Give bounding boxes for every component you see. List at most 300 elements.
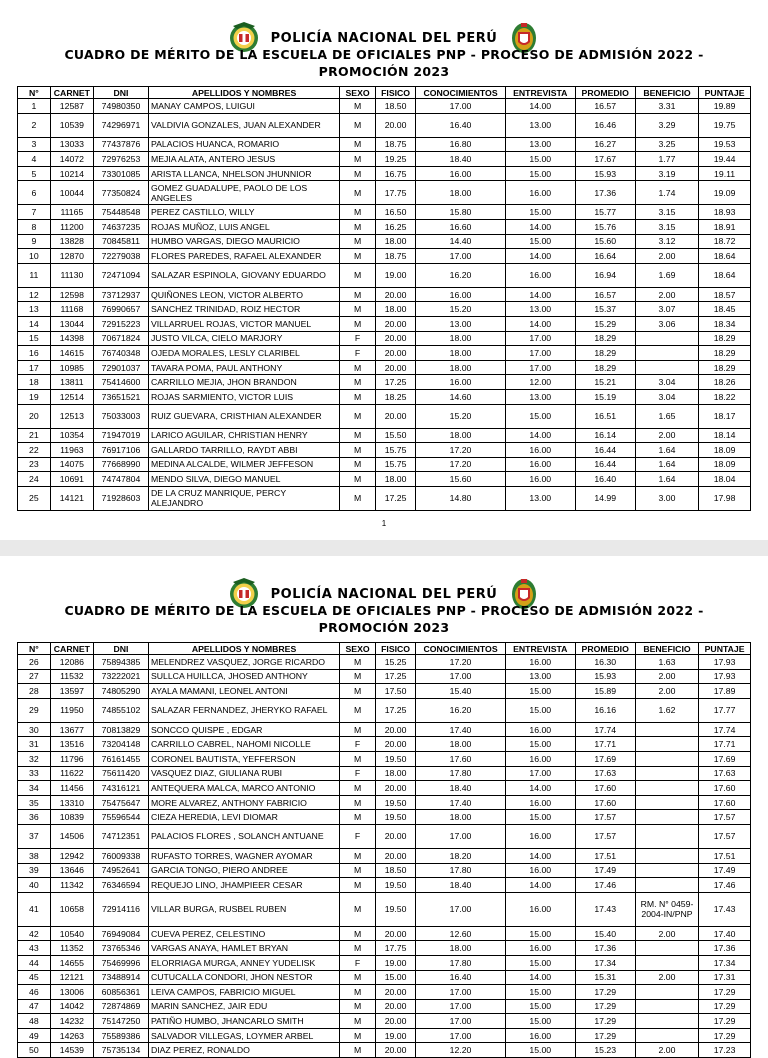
cell-benefit	[635, 737, 698, 752]
cell-physical-score: 17.75	[376, 941, 416, 956]
cell-physical-score: 20.00	[376, 1043, 416, 1058]
table-row	[18, 684, 751, 699]
cell-interview-score: 13.00	[505, 302, 575, 317]
cell-average-score: 18.29	[575, 360, 635, 375]
cell-carnet: 13646	[50, 863, 93, 878]
cell-physical-score: 17.25	[376, 375, 416, 390]
cell-average-score: 17.60	[575, 781, 635, 796]
cell-carnet: 13033	[50, 137, 93, 152]
cell-knowledge-score: 12.20	[416, 1043, 506, 1058]
cell-carnet: 10540	[50, 926, 93, 941]
cell-benefit: 2.00	[635, 684, 698, 699]
cell-row-number: 21	[18, 428, 51, 443]
cell-total-score: 18.09	[699, 443, 751, 458]
cell-sex: M	[340, 985, 376, 1000]
cell-carnet: 14615	[50, 346, 93, 361]
cell-sex: F	[340, 737, 376, 752]
cell-carnet: 10658	[50, 892, 93, 926]
cell-interview-score: 15.00	[505, 166, 575, 181]
cell-row-number: 22	[18, 443, 51, 458]
cell-knowledge-score: 16.40	[416, 113, 506, 137]
cell-carnet: 14506	[50, 824, 93, 848]
cell-full-name: PATIÑO HUMBO, JHANCARLO SMITH	[148, 1014, 339, 1029]
cell-knowledge-score: 17.00	[416, 669, 506, 684]
cell-knowledge-score: 18.00	[416, 428, 506, 443]
column-header-sex: SEXO	[340, 643, 376, 655]
cell-sex: M	[340, 810, 376, 825]
cell-benefit: 2.00	[635, 926, 698, 941]
cell-total-score: 17.36	[699, 941, 751, 956]
cell-carnet: 13310	[50, 795, 93, 810]
cell-knowledge-score: 17.80	[416, 955, 506, 970]
cell-carnet: 11168	[50, 302, 93, 317]
cell-carnet: 13677	[50, 722, 93, 737]
table-row	[18, 848, 751, 863]
cell-row-number: 14	[18, 316, 51, 331]
table-row	[18, 287, 751, 302]
cell-interview-score: 16.00	[505, 443, 575, 458]
cell-carnet: 14072	[50, 152, 93, 167]
cell-benefit: 3.04	[635, 389, 698, 404]
cell-dni: 72279038	[94, 249, 149, 264]
column-header-row-number: N°	[18, 643, 51, 655]
cell-interview-score: 13.00	[505, 669, 575, 684]
cell-carnet: 10691	[50, 472, 93, 487]
cell-total-score: 18.17	[699, 404, 751, 428]
cell-average-score: 16.64	[575, 249, 635, 264]
cell-carnet: 11963	[50, 443, 93, 458]
cell-carnet: 10214	[50, 166, 93, 181]
table-row	[18, 249, 751, 264]
cell-interview-score: 14.00	[505, 428, 575, 443]
table-row	[18, 999, 751, 1014]
table-row	[18, 926, 751, 941]
cell-sex: M	[340, 970, 376, 985]
cell-average-score: 15.37	[575, 302, 635, 317]
column-header-knowledge-score: CONOCIMIENTOS	[416, 643, 506, 655]
cell-average-score: 17.51	[575, 848, 635, 863]
cell-total-score: 17.49	[699, 863, 751, 878]
cell-row-number: 7	[18, 205, 51, 220]
cell-interview-score: 13.00	[505, 113, 575, 137]
cell-sex: M	[340, 389, 376, 404]
cell-dni: 76740348	[94, 346, 149, 361]
cell-sex: M	[340, 1014, 376, 1029]
cell-sex: M	[340, 926, 376, 941]
cell-row-number: 15	[18, 331, 51, 346]
cell-dni: 60856361	[94, 985, 149, 1000]
cell-total-score: 17.98	[699, 486, 751, 510]
cell-carnet: 11342	[50, 878, 93, 893]
cell-sex: M	[340, 234, 376, 249]
cell-knowledge-score: 13.00	[416, 316, 506, 331]
cell-interview-score: 13.00	[505, 137, 575, 152]
cell-physical-score: 19.25	[376, 152, 416, 167]
cell-average-score: 17.43	[575, 892, 635, 926]
cell-physical-score: 18.50	[376, 863, 416, 878]
cell-row-number: 47	[18, 999, 51, 1014]
table-row	[18, 137, 751, 152]
cell-row-number: 1	[18, 99, 51, 114]
cell-average-score: 17.57	[575, 824, 635, 848]
cell-sex: M	[340, 795, 376, 810]
table-row	[18, 669, 751, 684]
cell-benefit: 3.15	[635, 219, 698, 234]
cell-total-score: 17.31	[699, 970, 751, 985]
cell-full-name: MELENDREZ VASQUEZ, JORGE RICARDO	[148, 655, 339, 670]
cell-full-name: SONCCO QUISPE , EDGAR	[148, 722, 339, 737]
cell-total-score: 17.60	[699, 795, 751, 810]
cell-physical-score: 20.00	[376, 360, 416, 375]
cell-dni: 73204148	[94, 737, 149, 752]
cell-total-score: 17.23	[699, 1043, 751, 1058]
cell-sex: M	[340, 302, 376, 317]
cell-interview-score: 15.00	[505, 698, 575, 722]
cell-full-name: MEJIA ALATA, ANTERO JESUS	[148, 152, 339, 167]
cell-row-number: 40	[18, 878, 51, 893]
cell-row-number: 16	[18, 346, 51, 361]
cell-total-score: 18.57	[699, 287, 751, 302]
table-row	[18, 166, 751, 181]
cell-benefit: 1.63	[635, 655, 698, 670]
table-row	[18, 316, 751, 331]
cell-carnet: 13006	[50, 985, 93, 1000]
page-header	[0, 0, 768, 86]
cell-row-number: 4	[18, 152, 51, 167]
cell-row-number: 10	[18, 249, 51, 264]
cell-physical-score: 20.00	[376, 346, 416, 361]
cell-benefit	[635, 795, 698, 810]
cell-physical-score: 20.00	[376, 113, 416, 137]
table-row	[18, 152, 751, 167]
cell-carnet: 10985	[50, 360, 93, 375]
cell-row-number: 3	[18, 137, 51, 152]
cell-row-number: 42	[18, 926, 51, 941]
cell-total-score: 19.44	[699, 152, 751, 167]
cell-sex: M	[340, 443, 376, 458]
column-header-dni: DNI	[94, 643, 149, 655]
cell-row-number: 46	[18, 985, 51, 1000]
cell-dni: 75475647	[94, 795, 149, 810]
cell-interview-score: 16.00	[505, 795, 575, 810]
cell-total-score: 18.64	[699, 263, 751, 287]
column-header-carnet: CARNET	[50, 643, 93, 655]
cell-interview-score: 16.00	[505, 181, 575, 205]
cell-dni: 75596544	[94, 810, 149, 825]
cell-interview-score: 17.00	[505, 331, 575, 346]
cell-knowledge-score: 15.60	[416, 472, 506, 487]
cell-full-name: AYALA MAMANI, LEONEL ANTONI	[148, 684, 339, 699]
table-row	[18, 375, 751, 390]
cell-physical-score: 20.00	[376, 926, 416, 941]
cell-row-number: 31	[18, 737, 51, 752]
cell-knowledge-score: 18.40	[416, 878, 506, 893]
cell-total-score: 18.91	[699, 219, 751, 234]
cell-knowledge-score: 16.60	[416, 219, 506, 234]
cell-carnet: 14398	[50, 331, 93, 346]
cell-physical-score: 15.75	[376, 457, 416, 472]
table-row	[18, 486, 751, 510]
cell-total-score: 18.22	[699, 389, 751, 404]
cell-dni: 74747804	[94, 472, 149, 487]
cell-benefit: 3.15	[635, 205, 698, 220]
cell-interview-score: 14.00	[505, 219, 575, 234]
cell-physical-score: 16.25	[376, 219, 416, 234]
cell-interview-score: 15.00	[505, 985, 575, 1000]
cell-row-number: 17	[18, 360, 51, 375]
cell-interview-score: 13.00	[505, 389, 575, 404]
cell-knowledge-score: 16.80	[416, 137, 506, 152]
cell-benefit	[635, 941, 698, 956]
table-row	[18, 181, 751, 205]
cell-total-score: 18.64	[699, 249, 751, 264]
cell-average-score: 17.36	[575, 181, 635, 205]
cell-average-score: 17.46	[575, 878, 635, 893]
cell-interview-score: 14.00	[505, 249, 575, 264]
cell-row-number: 49	[18, 1028, 51, 1043]
cell-average-score: 16.46	[575, 113, 635, 137]
cell-physical-score: 20.00	[376, 999, 416, 1014]
table-row	[18, 751, 751, 766]
cell-total-score: 18.29	[699, 346, 751, 361]
cell-physical-score: 18.00	[376, 234, 416, 249]
cell-dni: 76346594	[94, 878, 149, 893]
cell-sex: M	[340, 219, 376, 234]
cell-interview-score: 17.00	[505, 766, 575, 781]
cell-row-number: 8	[18, 219, 51, 234]
cell-full-name: FLORES PAREDES, RAFAEL ALEXANDER	[148, 249, 339, 264]
cell-full-name: ARISTA LLANCA, NHELSON JHUNNIOR	[148, 166, 339, 181]
cell-full-name: OJEDA MORALES, LESLY CLARIBEL	[148, 346, 339, 361]
cell-average-score: 18.29	[575, 331, 635, 346]
cell-sex: M	[340, 655, 376, 670]
cell-sex: F	[340, 766, 376, 781]
cell-knowledge-score: 18.00	[416, 941, 506, 956]
cell-carnet: 11622	[50, 766, 93, 781]
cell-row-number: 6	[18, 181, 51, 205]
cell-total-score: 17.77	[699, 698, 751, 722]
table-row	[18, 302, 751, 317]
cell-carnet: 14539	[50, 1043, 93, 1058]
cell-knowledge-score: 14.80	[416, 486, 506, 510]
cell-physical-score: 19.50	[376, 810, 416, 825]
document-title	[0, 46, 768, 80]
cell-interview-score: 17.00	[505, 346, 575, 361]
cell-full-name: ANTEQUERA MALCA, MARCO ANTONIO	[148, 781, 339, 796]
column-header-interview-score: ENTREVISTA	[505, 643, 575, 655]
cell-benefit: 1.69	[635, 263, 698, 287]
cell-average-score: 17.71	[575, 737, 635, 752]
cell-row-number: 39	[18, 863, 51, 878]
cell-carnet: 13811	[50, 375, 93, 390]
cell-knowledge-score: 18.00	[416, 810, 506, 825]
cell-dni: 75033003	[94, 404, 149, 428]
cell-sex: F	[340, 331, 376, 346]
cell-full-name: CARRILLO MEJIA, JHON BRANDON	[148, 375, 339, 390]
cell-average-score: 18.29	[575, 346, 635, 361]
cell-knowledge-score: 18.00	[416, 346, 506, 361]
cell-physical-score: 16.75	[376, 166, 416, 181]
cell-full-name: MEDINA ALCALDE, WILMER JEFFESON	[148, 457, 339, 472]
cell-dni: 77350824	[94, 181, 149, 205]
cell-sex: M	[340, 669, 376, 684]
table-row	[18, 824, 751, 848]
page-number: 1	[381, 518, 387, 528]
cell-sex: M	[340, 486, 376, 510]
cell-dni: 75448548	[94, 205, 149, 220]
table-row	[18, 985, 751, 1000]
cell-total-score: 17.51	[699, 848, 751, 863]
cell-dni: 72914116	[94, 892, 149, 926]
cell-full-name: CUEVA PEREZ, CELESTINO	[148, 926, 339, 941]
cell-knowledge-score: 15.80	[416, 205, 506, 220]
cell-average-score: 14.99	[575, 486, 635, 510]
cell-total-score: 17.69	[699, 751, 751, 766]
cell-average-score: 17.63	[575, 766, 635, 781]
cell-benefit: 1.74	[635, 181, 698, 205]
cell-row-number: 24	[18, 472, 51, 487]
cell-knowledge-score: 17.00	[416, 892, 506, 926]
cell-knowledge-score: 17.00	[416, 824, 506, 848]
cell-full-name: QUIÑONES LEON, VICTOR ALBERTO	[148, 287, 339, 302]
cell-interview-score: 17.00	[505, 360, 575, 375]
cell-carnet: 12598	[50, 287, 93, 302]
cell-benefit	[635, 1028, 698, 1043]
cell-sex: M	[340, 181, 376, 205]
cell-carnet: 12513	[50, 404, 93, 428]
cell-full-name: SANCHEZ TRINIDAD, ROIZ HECTOR	[148, 302, 339, 317]
column-header-sex: SEXO	[340, 87, 376, 99]
cell-carnet: 11200	[50, 219, 93, 234]
document-title	[0, 602, 768, 636]
cell-total-score: 17.60	[699, 781, 751, 796]
cell-physical-score: 19.00	[376, 263, 416, 287]
cell-total-score: 18.29	[699, 360, 751, 375]
cell-interview-score: 16.00	[505, 472, 575, 487]
cell-dni: 72874869	[94, 999, 149, 1014]
cell-average-score: 17.74	[575, 722, 635, 737]
cell-full-name: VALDIVIA GONZALES, JUAN ALEXANDER	[148, 113, 339, 137]
cell-dni: 72976253	[94, 152, 149, 167]
cell-knowledge-score: 17.00	[416, 1028, 506, 1043]
cell-knowledge-score: 17.00	[416, 249, 506, 264]
cell-dni: 75414600	[94, 375, 149, 390]
cell-sex: M	[340, 152, 376, 167]
cell-benefit: 3.19	[635, 166, 698, 181]
cell-knowledge-score: 15.20	[416, 404, 506, 428]
cell-knowledge-score: 16.00	[416, 287, 506, 302]
table-header-row	[18, 87, 751, 99]
cell-sex: M	[340, 287, 376, 302]
cell-average-score: 17.29	[575, 985, 635, 1000]
cell-physical-score: 15.00	[376, 970, 416, 985]
cell-interview-score: 14.00	[505, 781, 575, 796]
cell-carnet: 11456	[50, 781, 93, 796]
cell-knowledge-score: 17.00	[416, 999, 506, 1014]
cell-total-score: 18.45	[699, 302, 751, 317]
column-header-total-score: PUNTAJE	[699, 643, 751, 655]
cell-dni: 73765346	[94, 941, 149, 956]
cell-physical-score: 20.00	[376, 985, 416, 1000]
cell-full-name: REQUEJO LINO, JHAMPIEER CESAR	[148, 878, 339, 893]
cell-total-score: 17.93	[699, 655, 751, 670]
cell-row-number: 37	[18, 824, 51, 848]
cell-knowledge-score: 12.60	[416, 926, 506, 941]
cell-total-score: 17.29	[699, 1028, 751, 1043]
cell-average-score: 16.44	[575, 443, 635, 458]
cell-average-score: 16.14	[575, 428, 635, 443]
cell-sex: M	[340, 166, 376, 181]
cell-average-score: 16.94	[575, 263, 635, 287]
cell-sex: M	[340, 404, 376, 428]
column-header-benefit: BENEFICIO	[635, 87, 698, 99]
cell-benefit	[635, 360, 698, 375]
cell-physical-score: 20.00	[376, 316, 416, 331]
cell-interview-score: 15.00	[505, 999, 575, 1014]
table-row	[18, 234, 751, 249]
cell-physical-score: 17.25	[376, 486, 416, 510]
cell-physical-score: 18.75	[376, 137, 416, 152]
cell-total-score: 19.11	[699, 166, 751, 181]
cell-benefit: 3.29	[635, 113, 698, 137]
cell-benefit: 1.77	[635, 152, 698, 167]
cell-full-name: SALVADOR VILLEGAS, LOYMER ARBEL	[148, 1028, 339, 1043]
cell-carnet: 13828	[50, 234, 93, 249]
cell-total-score: 18.26	[699, 375, 751, 390]
cell-average-score: 17.36	[575, 941, 635, 956]
cell-row-number: 41	[18, 892, 51, 926]
cell-physical-score: 18.00	[376, 766, 416, 781]
table-row	[18, 955, 751, 970]
cell-benefit: 2.00	[635, 1043, 698, 1058]
cell-benefit: 2.00	[635, 428, 698, 443]
cell-row-number: 29	[18, 698, 51, 722]
table-row	[18, 219, 751, 234]
cell-knowledge-score: 18.40	[416, 781, 506, 796]
cell-knowledge-score: 18.00	[416, 181, 506, 205]
cell-benefit	[635, 985, 698, 1000]
cell-carnet: 12870	[50, 249, 93, 264]
cell-full-name: PALACIOS FLORES , SOLANCH ANTUANE	[148, 824, 339, 848]
cell-average-score: 16.30	[575, 655, 635, 670]
table-row	[18, 346, 751, 361]
merit-table	[17, 86, 751, 511]
cell-knowledge-score: 15.40	[416, 684, 506, 699]
cell-row-number: 48	[18, 1014, 51, 1029]
cell-physical-score: 19.50	[376, 795, 416, 810]
cell-benefit: 3.12	[635, 234, 698, 249]
cell-carnet: 10354	[50, 428, 93, 443]
table-row	[18, 698, 751, 722]
table-row	[18, 263, 751, 287]
cell-total-score: 17.29	[699, 985, 751, 1000]
cell-dni: 74712351	[94, 824, 149, 848]
cell-total-score: 17.57	[699, 810, 751, 825]
cell-benefit	[635, 722, 698, 737]
cell-benefit: 2.00	[635, 970, 698, 985]
cell-row-number: 33	[18, 766, 51, 781]
table-body	[18, 655, 751, 1058]
cell-full-name: CORONEL BAUTISTA, YEFFERSON	[148, 751, 339, 766]
cell-knowledge-score: 17.60	[416, 751, 506, 766]
cell-dni: 72471094	[94, 263, 149, 287]
cell-total-score: 19.89	[699, 99, 751, 114]
table-row	[18, 863, 751, 878]
page-header	[0, 556, 768, 642]
cell-knowledge-score: 16.20	[416, 698, 506, 722]
cell-sex: M	[340, 457, 376, 472]
cell-dni: 71928603	[94, 486, 149, 510]
